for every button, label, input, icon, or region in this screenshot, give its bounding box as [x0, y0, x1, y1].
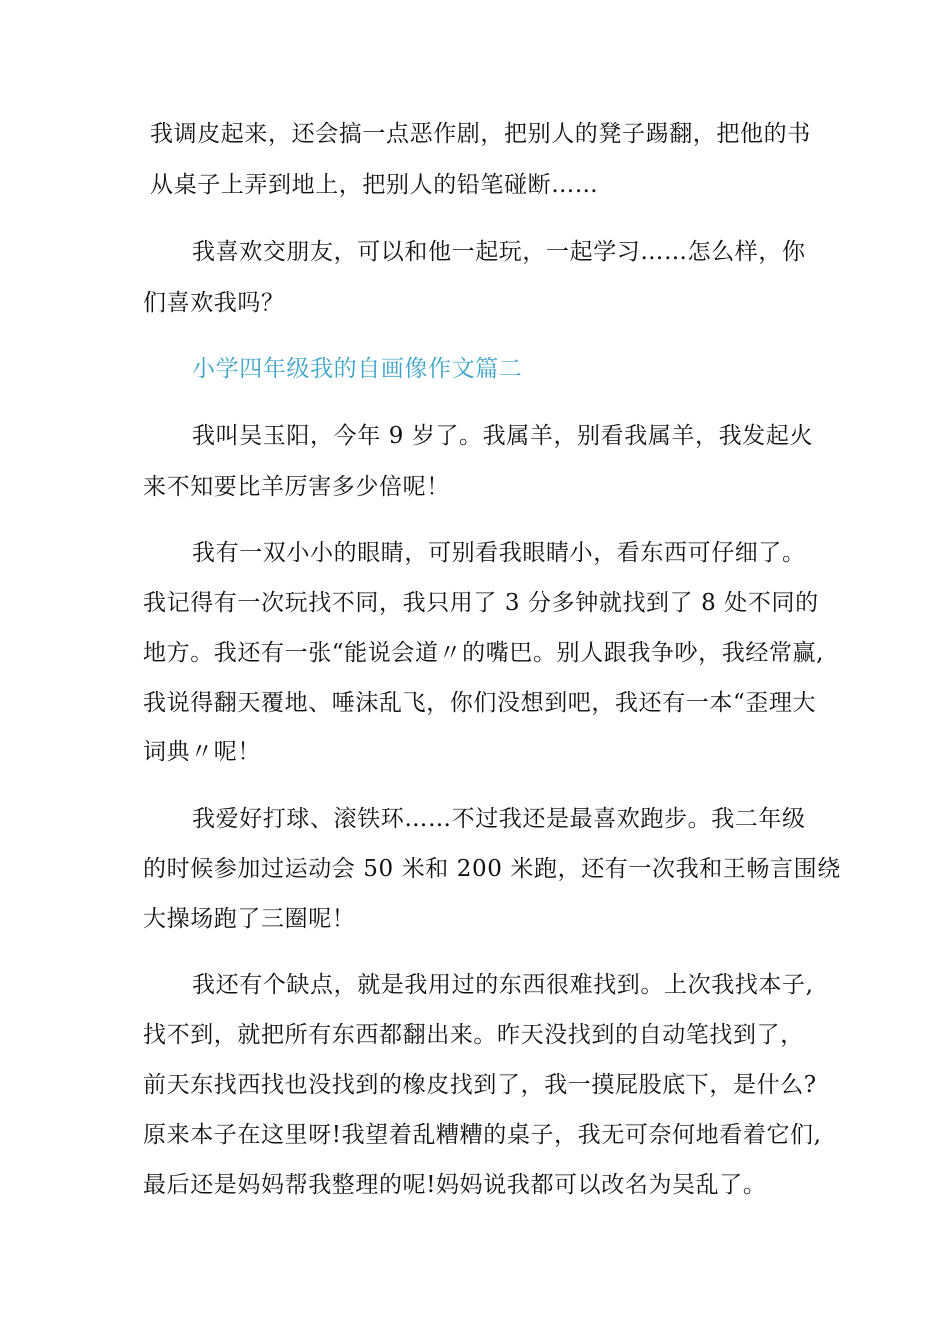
text-line: 找不到，就把所有东西都翻出来。昨天没找到的自动笔找到了，: [143, 1022, 804, 1048]
text-line: 我喜欢交朋友，可以和他一起玩，一起学习……怎么样，你: [192, 239, 806, 265]
text-line: 从桌子上弄到地上，把别人的铅笔碰断……: [150, 172, 599, 198]
text-line: 我说得翻天覆地、唾沫乱飞，你们没想到吧，我还有一本“歪理大: [143, 690, 817, 716]
text-line: 来不知要比羊厉害多少倍呢！: [143, 474, 450, 500]
text-line: 我爱好打球、滚铁环……不过我还是最喜欢跑步。我二年级: [192, 806, 806, 832]
text-line: 最后还是妈妈帮我整理的呢!妈妈说我都可以改名为吴乱了。: [143, 1172, 767, 1198]
text-line: 的时候参加过运动会 50 米和 200 米跑，还有一次我和王畅言围绕: [143, 856, 841, 882]
text-line: 原来本子在这里呀!我望着乱糟糟的桌子，我无可奈何地看着它们,: [143, 1122, 822, 1148]
text-line: 我叫吴玉阳，今年 9 岁了。我属羊，别看我属羊，我发起火: [192, 423, 814, 449]
text-line: 我记得有一次玩找不同，我只用了 3 分多钟就找到了 8 处不同的: [143, 590, 819, 616]
text-line: 词典〃呢！: [143, 739, 261, 765]
section-heading: 小学四年级我的自画像作文篇二: [192, 356, 523, 382]
text-line: 我有一双小小的眼睛，可别看我眼睛小，看东西可仔细了。: [192, 540, 806, 566]
text-line: 大操场跑了三圈呢！: [143, 906, 356, 932]
text-line: 地方。我还有一张“能说会道〃的嘴巴。别人跟我争吵，我经常赢,: [143, 640, 825, 666]
text-line: 我调皮起来，还会搞一点恶作剧，把别人的凳子踢翻，把他的书: [150, 121, 811, 147]
text-line: 前天东找西找也没找到的橡皮找到了，我一摸屁股底下，是什么?: [143, 1072, 817, 1098]
text-line: 我还有个缺点，就是我用过的东西很难找到。上次我找本子,: [192, 972, 814, 998]
text-line: 们喜欢我吗？: [143, 290, 285, 316]
